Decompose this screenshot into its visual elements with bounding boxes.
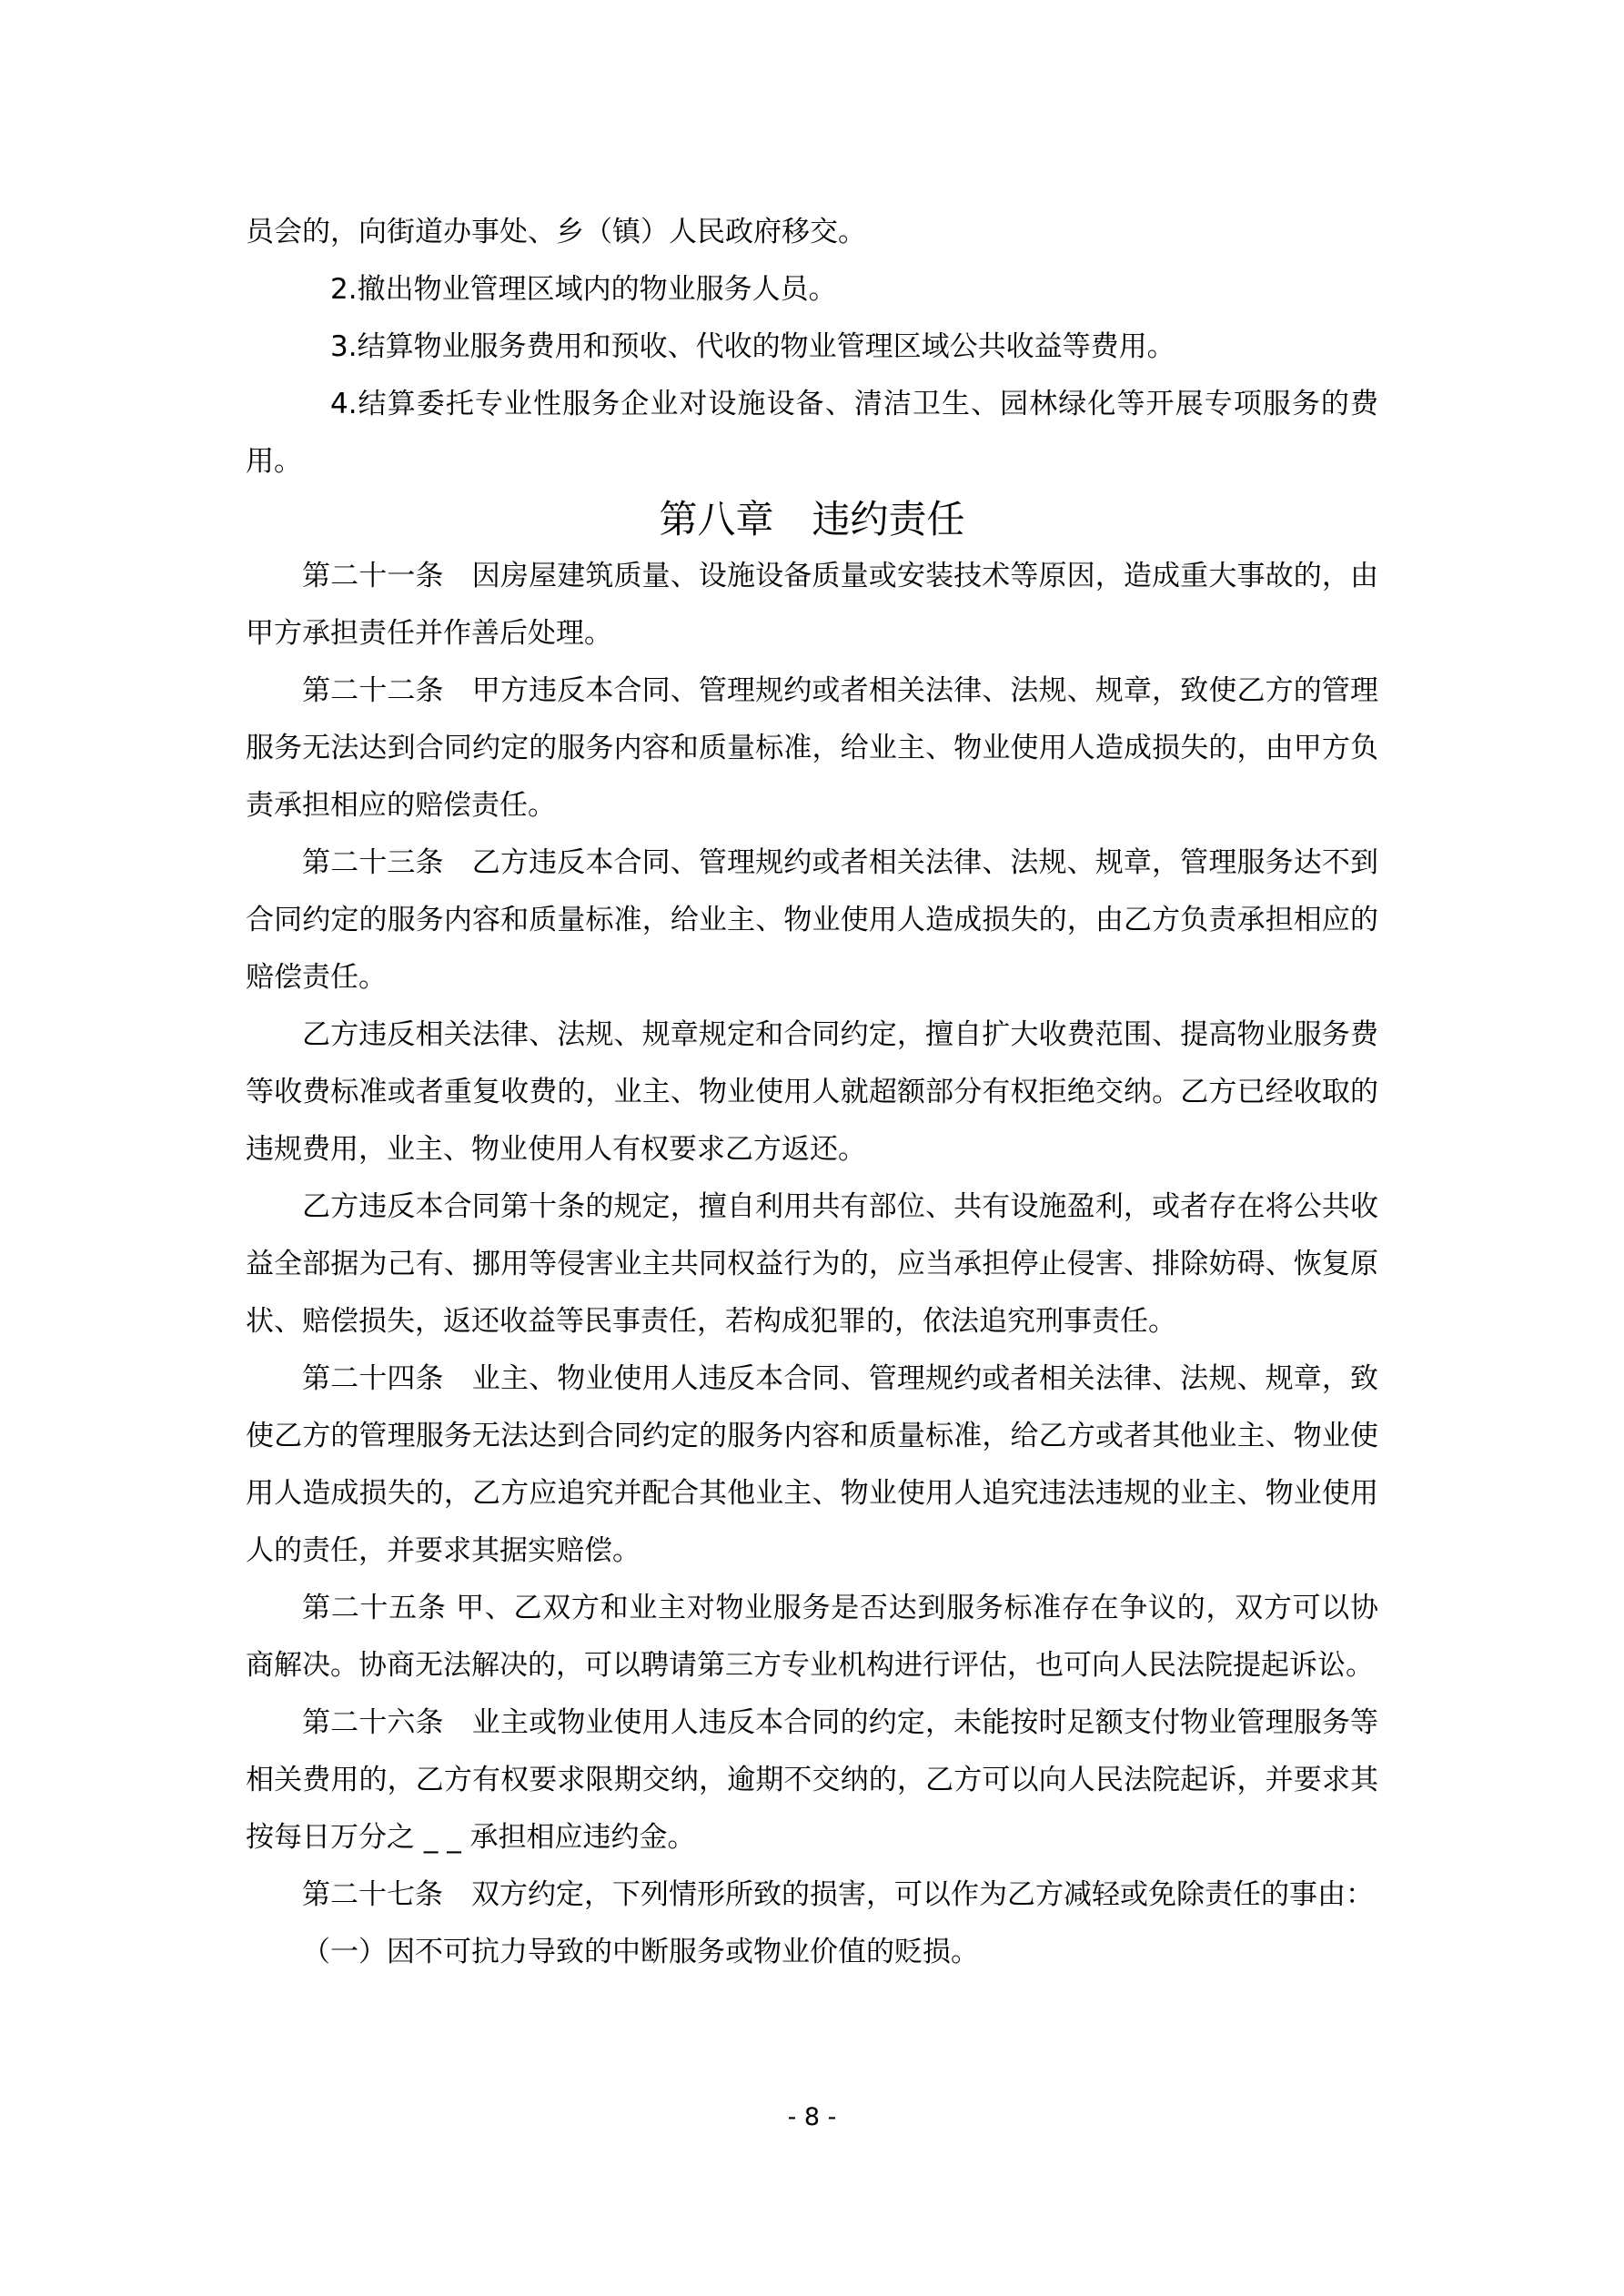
paragraph: 员会的，向街道办事处、乡（镇）人民政府移交。 <box>246 216 866 248</box>
paragraph: 3.结算物业服务费用和预收、代收的物业管理区域公共收益等费用。 <box>330 330 1175 363</box>
paragraph: 第二十六条 业主或物业使用人违反本合同的约定，未能按时足额支付物业管理服务等相关费用的，乙方有权要求限期交纳，逾期不交纳的，乙方可以向人民法院起诉，并要求其按每日万分之 _ _ 承担相应违约金。 <box>246 1706 1378 1854</box>
paragraph: （一）因不可抗力导致的中断服务或物业价值的贬损。 <box>302 1936 979 1968</box>
paragraph: 第二十一条 因房屋建筑质量、设施设备质量或安装技术等原因，造成重大事故的，由甲方承担责任并作善后处理。 <box>246 560 1378 650</box>
paragraph: 第二十五条 甲、乙双方和业主对物业服务是否达到服务标准存在争议的，双方可以协商解决。协商无法解决的，可以聘请第三方专业机构进行评估，也可向人民法院提起诉讼。 <box>246 1592 1378 1682</box>
paragraph: 乙方违反本合同第十条的规定，擅自利用共有部位、共有设施盈利，或者存在将公共收益全部据为己有、挪用等侵害业主共同权益行为的，应当承担停止侵害、排除妨碍、恢复原状、赔偿损失，返还收益等民事责任，若构成犯罪的，依法追究刑事责任。 <box>246 1190 1378 1338</box>
paragraph: 乙方违反相关法律、法规、规章规定和合同约定，擅自扩大收费范围、提高物业服务费等收费标准或者重复收费的，业主、物业使用人就超额部分有权拒绝交纳。乙方已经收取的违规费用，业主、物业使用人有权要求乙方返还。 <box>246 1018 1378 1166</box>
paragraph: 第二十二条 甲方违反本合同、管理规约或者相关法律、法规、规章，致使乙方的管理服务无法达到合同约定的服务内容和质量标准，给业主、物业使用人造成损失的，由甲方负责承担相应的赔偿责任。 <box>246 674 1378 822</box>
paragraph: 第二十四条 业主、物业使用人违反本合同、管理规约或者相关法律、法规、规章，致使乙方的管理服务无法达到合同约定的服务内容和质量标准，给乙方或者其他业主、物业使用人造成损失的，乙方应追究并配合其他业主、物业使用人追究违法违规的业主、物业使用人的责任，并要求其据实赔偿。 <box>246 1362 1378 1567</box>
paragraph: 第二十七条 双方约定，下列情形所致的损害，可以作为乙方减轻或免除责任的事由： <box>302 1878 1374 1911</box>
page-footer <box>0 2099 1624 2136</box>
chapter-heading: 第八章 违约责任 <box>659 497 965 541</box>
paragraph: 2.撤出物业管理区域内的物业服务人员。 <box>330 273 837 306</box>
page-number: - 8 - <box>787 2103 837 2131</box>
paragraph: 第二十三条 乙方违反本合同、管理规约或者相关法律、法规、规章，管理服务达不到合同约定的服务内容和质量标准，给业主、物业使用人造成损失的，由乙方负责承担相应的赔偿责任。 <box>246 846 1378 994</box>
paragraph: 4.结算委托专业性服务企业对设施设备、清洁卫生、园林绿化等开展专项服务的费用。 <box>246 388 1378 478</box>
text-content <box>246 204 1378 1981</box>
